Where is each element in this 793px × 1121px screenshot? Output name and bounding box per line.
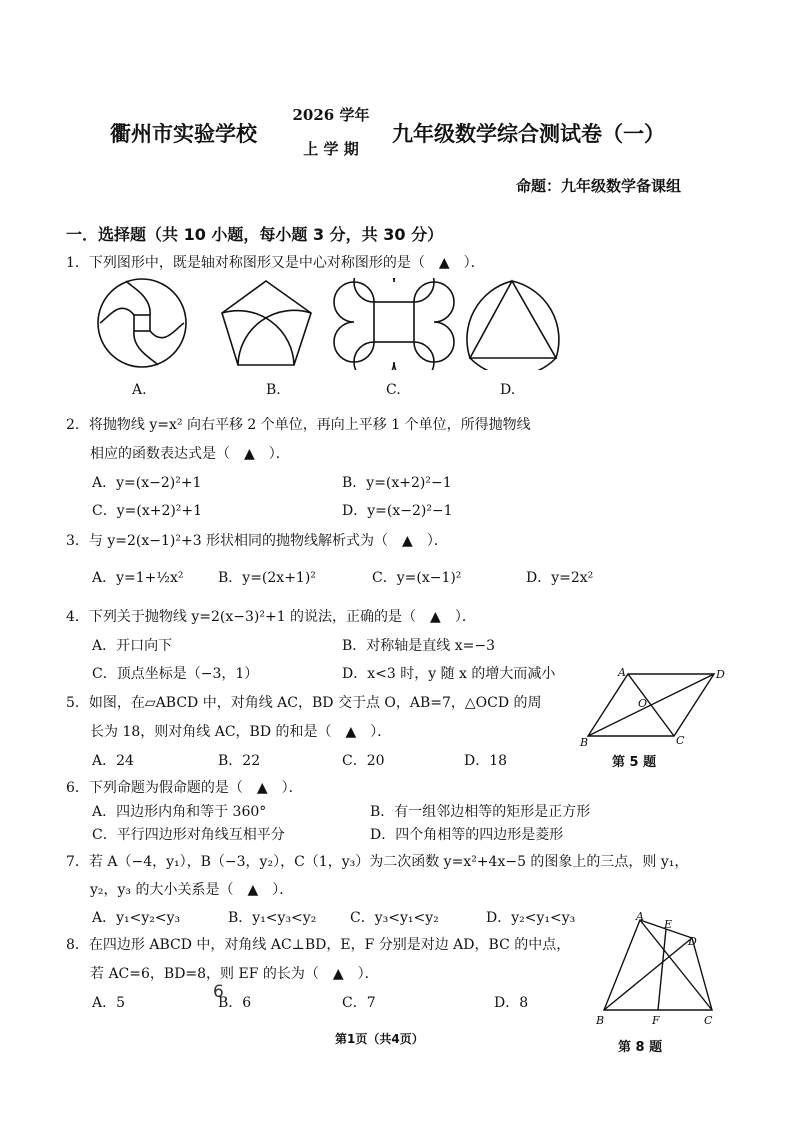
q5-option-c: C．20 (342, 753, 385, 769)
exam-title: 九年级数学综合测试卷（一） (392, 122, 665, 146)
q7-stem-line2: y₂，y₃ 的大小关系是（ ▲ ）． (90, 882, 294, 898)
q8-quadrilateral-figure (592, 910, 722, 1028)
q3-option-d: D．y=2x² (526, 570, 594, 586)
figure-a-icon (98, 279, 186, 367)
section-title: 一．选择题（共 10 小题，每小题 3 分，共 30 分） (66, 225, 444, 244)
figure-d-icon (467, 281, 559, 370)
q8-point-a: A (636, 910, 644, 923)
q8-stem-line2: 若 AC=6，BD=8，则 EF 的长为（ ▲ ）． (90, 966, 379, 982)
q5-parallelogram-figure (578, 664, 728, 746)
q8-point-d: D (688, 935, 697, 948)
q5-point-b: B (580, 736, 589, 746)
q1-label-a: A. (132, 382, 147, 398)
q4-option-d: D．x<3 时，y 随 x 的增大而减小 (342, 666, 556, 682)
q3-option-b: B．y=(2x+1)² (218, 570, 316, 586)
q2-option-a: A．y=(x−2)²+1 (92, 475, 202, 491)
q7-option-b: B．y₁<y₃<y₂ (228, 910, 317, 926)
exam-author: 命题：九年级数学备课组 (516, 177, 682, 195)
q6-option-d: D．四个角相等的四边形是菱形 (370, 827, 564, 843)
q1-figures (90, 278, 560, 370)
q5-point-c: C (676, 734, 685, 746)
q3-option-a: A．y=1+½x² (92, 570, 184, 586)
q2-stem-line2: 相应的函数表达式是（ ▲ ）． (90, 446, 290, 462)
q3-option-c: C．y=(x−1)² (372, 570, 462, 586)
q2-option-c: C．y=(x+2)²+1 (92, 503, 203, 519)
q8-point-f: F (652, 1014, 660, 1027)
q6-stem: 6．下列命题为假命题的是（ ▲ ）． (66, 780, 303, 796)
figure-b-icon (222, 281, 311, 365)
q5-option-a: A．24 (92, 753, 134, 769)
q5-figure-caption: 第 5 题 (612, 755, 657, 770)
q4-stem: 4．下列关于抛物线 y=2(x−3)²+1 的说法，正确的是（ ▲ ）． (66, 609, 476, 625)
q5-point-a: A (618, 666, 626, 679)
q4-option-a: A．开口向下 (92, 638, 173, 654)
q7-option-d: D．y₂<y₁<y₃ (486, 910, 576, 926)
q7-option-c: C．y₃<y₁<y₂ (350, 910, 439, 926)
q1-label-c: C. (386, 382, 401, 398)
q8-option-c: C．7 (342, 995, 376, 1011)
q4-option-c: C．顶点坐标是（−3，1） (92, 666, 259, 682)
q2-option-b: B．y=(x+2)²−1 (342, 475, 452, 491)
q5-point-o: O (638, 697, 648, 710)
q5-stem-line1: 5．如图，在▱ABCD 中，对角线 AC，BD 交于点 O，AB=7，△OCD 的周 (66, 695, 542, 711)
q7-stem-line1: 7．若 A（−4，y₁），B（−3，y₂），C（1，y₃）为二次函数 y=x²+4x−5 的图象上的三点，则 y₁， (66, 854, 689, 870)
q7-option-a: A．y₁<y₂<y₃ (92, 910, 181, 926)
q6-option-c: C．平行四边形对角线互相平分 (92, 827, 285, 843)
q1-stem: 1．下列图形中，既是轴对称图形又是中心对称图形的是（ ▲ ）． (66, 255, 485, 271)
q8-point-e: E (664, 918, 673, 931)
q2-stem-line1: 2．将抛物线 y=x² 向右平移 2 个单位，再向上平移 1 个单位，所得抛物线 (66, 417, 531, 433)
q5-option-b: B．22 (218, 753, 261, 769)
q6-option-b: B．有一组邻边相等的矩形是正方形 (370, 804, 591, 820)
school-term: 上 学 期 (303, 140, 359, 158)
q3-stem: 3．与 y=2(x−1)²+3 形状相同的抛物线解析式为（ ▲ ）． (66, 533, 448, 549)
q4-option-b: B．对称轴是直线 x=−3 (342, 638, 496, 654)
q8-option-d: D．8 (494, 995, 529, 1011)
q6-option-a: A．四边形内角和等于 360° (92, 804, 267, 820)
q5-stem-line2: 长为 18，则对角线 AC，BD 的和是（ ▲ ）． (90, 724, 392, 740)
q8-stem-line1: 8．在四边形 ABCD 中，对角线 AC⊥BD，E，F 分别是对边 AD，BC 的中点， (66, 937, 571, 953)
school-name: 衢州市实验学校 (110, 122, 257, 146)
q8-point-c: C (704, 1014, 713, 1027)
q1-label-b: B. (266, 382, 281, 398)
page-number: 第1页（共4页） (335, 1032, 424, 1046)
q5-point-d: D (716, 668, 725, 681)
handwritten-mark: 6 (213, 982, 224, 1002)
q5-option-d: D．18 (464, 753, 508, 769)
school-year: 2026 学年 (292, 106, 370, 124)
q2-option-d: D．y=(x−2)²−1 (342, 503, 453, 519)
q8-figure-caption: 第 8 题 (618, 1040, 663, 1055)
figure-c-icon (334, 278, 454, 370)
q8-option-b: B．6 (218, 995, 252, 1011)
q8-point-b: B (596, 1014, 605, 1027)
q8-option-a: A．5 (92, 995, 126, 1011)
q1-label-d: D. (500, 382, 516, 398)
